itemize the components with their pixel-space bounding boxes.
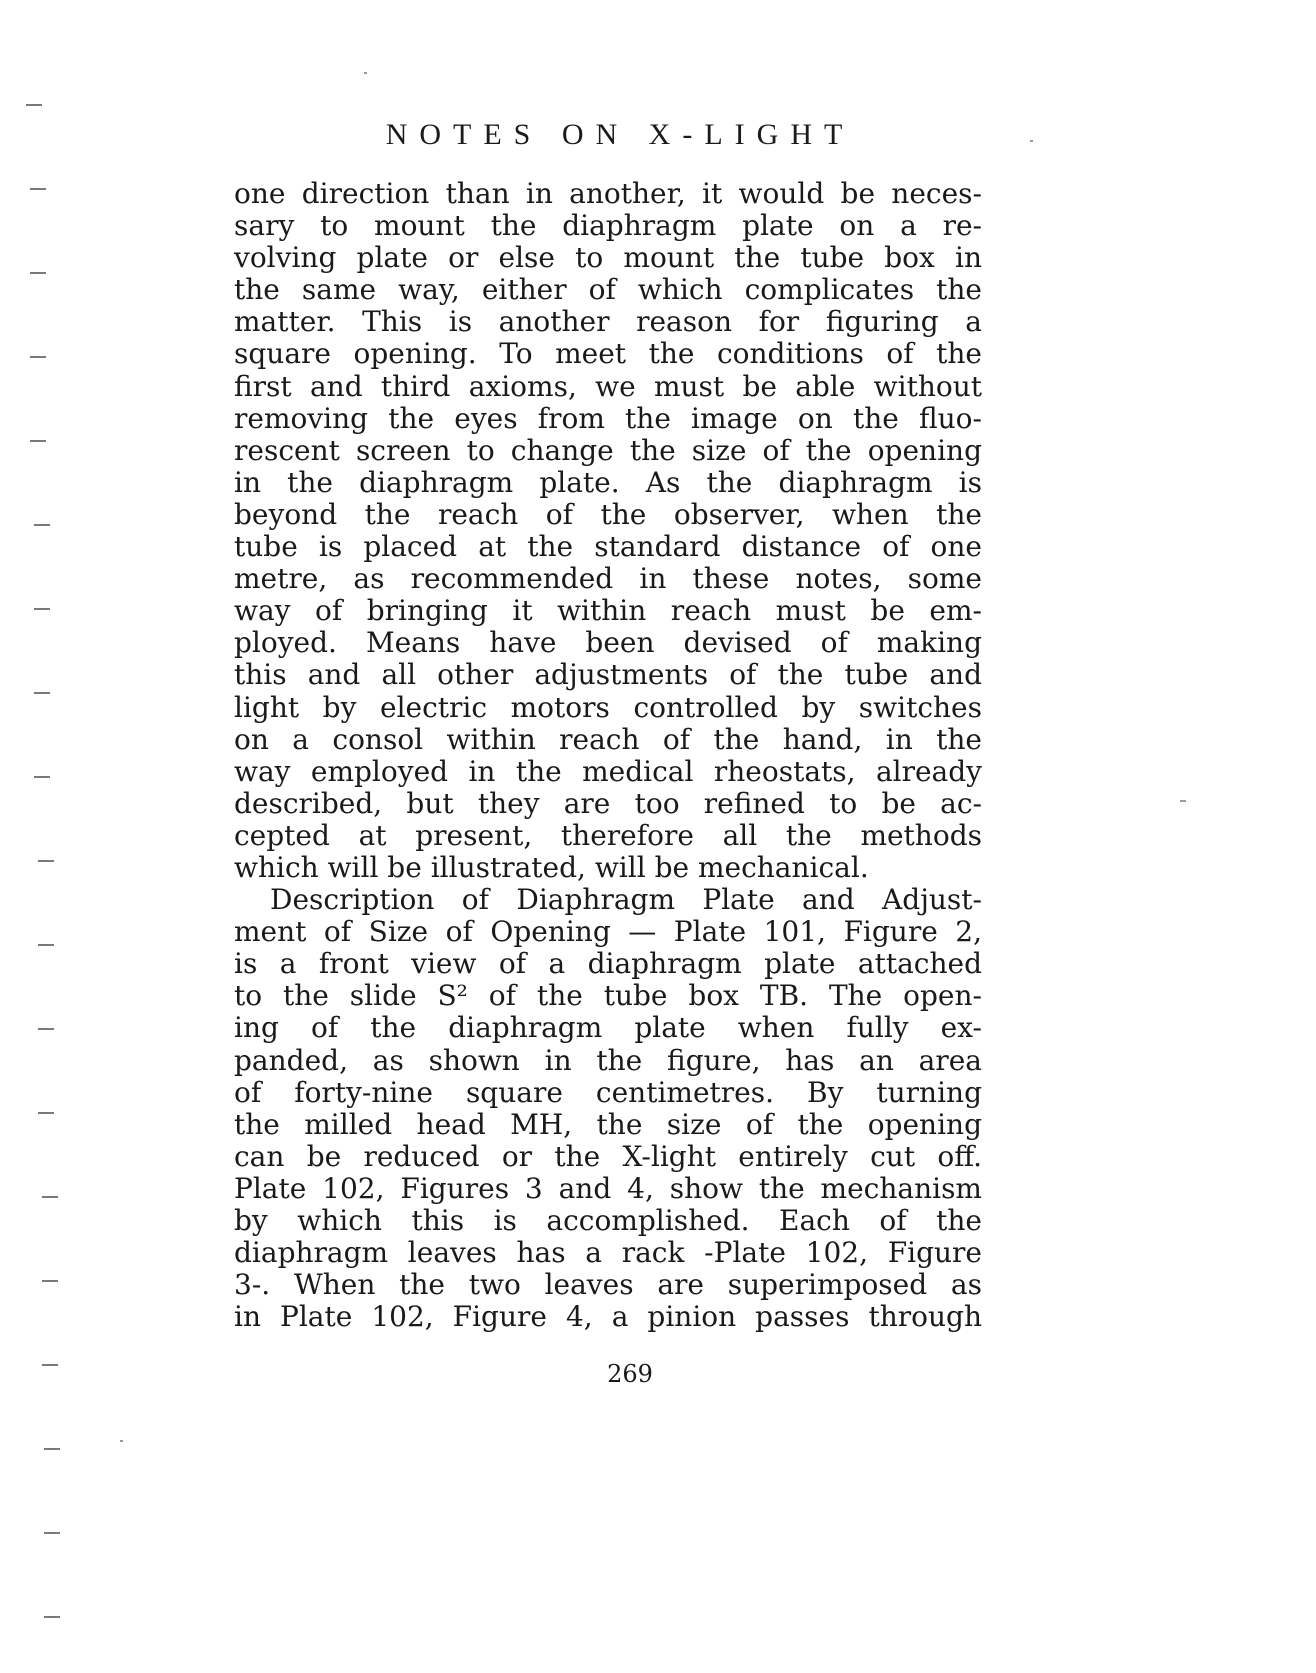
- text-line: on a consol within reach of the hand, in the: [234, 723, 982, 756]
- text-line: way employed in the medical rheostats, already: [234, 755, 982, 788]
- text-line: 3-. When the two leaves are superimposed as: [234, 1269, 982, 1302]
- text-line: described, but they are too refined to be ac-: [234, 787, 982, 820]
- text-line: ing of the diaphragm plate when fully ex-: [234, 1012, 982, 1045]
- text-line: in Plate 102, Figure 4, a pinion passes through: [234, 1301, 982, 1334]
- text-line: ment of Size of Opening — Plate 101, Figure 2,: [234, 916, 982, 949]
- text-line: the milled head MH, the size of the opening: [234, 1108, 982, 1141]
- margin-mark: [34, 524, 50, 526]
- text-line: one direction than in another, it would be neces-: [234, 178, 982, 210]
- margin-mark: [30, 440, 46, 442]
- text-line: by which this is accomplished. Each of the: [234, 1205, 982, 1237]
- margin-mark: [42, 1196, 58, 1198]
- text-line: which will be illustrated, will be mechanical.: [234, 851, 869, 884]
- scan-speck: [1030, 140, 1033, 142]
- text-line: can be reduced or the X-light entirely cut off.: [234, 1140, 982, 1173]
- margin-mark: [34, 776, 50, 778]
- text-line: removing the eyes from the image on the fluo-: [234, 402, 982, 435]
- text-line: the same way, either of which complicates the: [234, 274, 982, 307]
- text-line: metre, as recommended in these notes, some: [234, 563, 982, 596]
- text-line: way of bringing it within reach must be em-: [234, 595, 982, 628]
- paragraph-start-line: Description of Diaphragm Plate and Adjust-: [270, 884, 982, 917]
- scan-speck: [120, 1440, 123, 1442]
- text-line: diaphragm leaves has a rack -Plate 102, Figure: [234, 1237, 982, 1270]
- body-text: [234, 178, 982, 1333]
- text-line: Plate 102, Figures 3 and 4, show the mechanism: [234, 1172, 982, 1205]
- text-line: in the diaphragm plate. As the diaphragm is: [234, 466, 982, 499]
- margin-mark: [34, 608, 50, 610]
- text-line: tube is placed at the standard distance of one: [234, 531, 982, 564]
- text-line: matter. This is another reason for figuring a: [234, 306, 982, 339]
- margin-mark: [38, 944, 54, 946]
- text-line: to the slide S² of the tube box TB. The open-: [234, 980, 982, 1013]
- margin-mark: [44, 1448, 60, 1450]
- running-head: NOTES ON X-LIGHT: [385, 118, 855, 151]
- margin-mark: [44, 1532, 60, 1534]
- text-line: cepted at present, therefore all the methods: [234, 819, 982, 852]
- margin-mark: [30, 356, 46, 358]
- text-line: of forty-nine square centimetres. By turning: [234, 1076, 982, 1109]
- text-line: light by electric motors controlled by switches: [234, 691, 982, 724]
- text-line: is a front view of a diaphragm plate attached: [234, 948, 982, 981]
- text-line: first and third axioms, we must be able without: [234, 370, 982, 403]
- text-line: this and all other adjustments of the tube and: [234, 659, 982, 692]
- margin-mark: [38, 1112, 54, 1114]
- margin-mark: [30, 188, 46, 190]
- text-line: panded, as shown in the figure, has an area: [234, 1044, 982, 1077]
- text-line: ployed. Means have been devised of making: [234, 627, 982, 660]
- margin-mark: [42, 1280, 58, 1282]
- text-line: square opening. To meet the conditions of the: [234, 338, 982, 371]
- margin-scan-marks: [0, 0, 80, 1673]
- margin-mark: [38, 860, 54, 862]
- text-line: volving plate or else to mount the tube box in: [234, 242, 982, 275]
- margin-mark: [42, 1364, 58, 1366]
- text-line: sary to mount the diaphragm plate on a re-: [234, 210, 982, 243]
- scan-speck: [1180, 800, 1186, 802]
- text-line: rescent screen to change the size of the opening: [234, 434, 982, 467]
- margin-mark: [30, 272, 46, 274]
- margin-mark: [34, 692, 50, 694]
- margin-mark: [44, 1616, 60, 1618]
- page-number: 269: [607, 1360, 653, 1388]
- margin-mark: [26, 104, 42, 106]
- margin-mark: [38, 1028, 54, 1030]
- scan-speck: [364, 72, 367, 74]
- text-line: beyond the reach of the observer, when the: [234, 498, 982, 531]
